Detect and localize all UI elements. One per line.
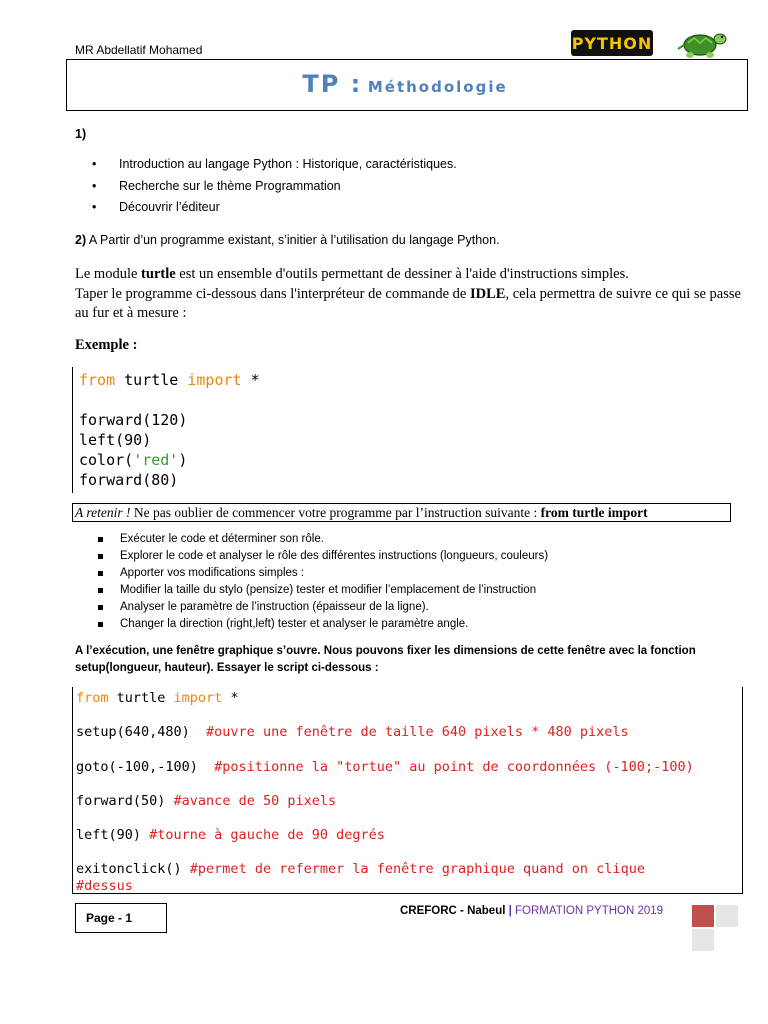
reminder-label: A retenir !	[75, 505, 131, 520]
list-item: Analyser le paramètre de l’instruction (épaisseur de la ligne).	[96, 599, 548, 616]
code-line	[73, 724, 629, 740]
code-line	[73, 793, 336, 809]
footer-formation: FORMATION PYTHON 2019	[515, 905, 664, 917]
task-list	[96, 531, 548, 633]
para-text: Taper le programme ci-dessous dans l'interpréteur de commande de	[75, 285, 470, 302]
section1-list	[92, 157, 457, 222]
list-item: Apporter vos modifications simples :	[96, 565, 548, 582]
code-comment: #tourne à gauche de 90 degrés	[149, 827, 385, 843]
code-text: color(	[79, 451, 134, 469]
page-number: Page - 1	[75, 903, 167, 933]
decor-square	[692, 905, 714, 927]
section2-number: 2)	[75, 233, 87, 247]
python-logo	[571, 30, 653, 56]
list-item: • Découvrir l’éditeur	[92, 200, 457, 222]
code-text: left(90)	[76, 827, 150, 843]
keyword: import	[173, 690, 223, 706]
keyword: from	[76, 690, 109, 706]
code-line	[73, 878, 133, 894]
code-block-setup	[72, 687, 743, 894]
section1-number: 1)	[75, 127, 87, 141]
title-tp: TP :	[302, 70, 363, 98]
turtle-icon	[676, 25, 728, 59]
code-line	[73, 450, 373, 470]
example-label: Exemple :	[75, 337, 138, 353]
code-comment: #dessus	[76, 878, 133, 894]
code-comment: #avance de 50 pixels	[173, 793, 337, 809]
string-literal: 'red'	[133, 451, 179, 469]
code-line: forward(120)	[79, 411, 188, 429]
list-item: • Introduction au langage Python : Historique, caractéristiques.	[92, 157, 457, 179]
code-line	[73, 827, 385, 843]
keyword: from	[79, 371, 116, 389]
list-item: • Recherche sur le thème Programmation	[92, 179, 457, 201]
author-name: MR Abdellatif Mohamed	[75, 43, 203, 57]
code-text: *	[222, 690, 239, 706]
code-text: turtle	[115, 371, 188, 389]
code-text: exitonclick()	[76, 861, 190, 877]
footer-separator: |	[505, 905, 516, 917]
list-item: Explorer le code et analyser le rôle des différentes instructions (longueurs, couleurs)	[96, 548, 548, 565]
code-text: setup(640,480)	[76, 724, 207, 740]
code-line	[73, 690, 239, 706]
code-block-example	[72, 367, 373, 493]
footer-org: CREFORC - Nabeul	[400, 905, 506, 917]
reminder-instruction: from turtle import	[540, 505, 648, 520]
page-title	[0, 70, 768, 98]
code-line: left(90)	[79, 431, 152, 449]
code-line-blank	[73, 390, 373, 410]
list-item: Modifier la taille du stylo (pensize) tester et modifier l’emplacement de l’instruction	[96, 582, 548, 599]
execution-paragraph: A l’exécution, une fenêtre graphique s’ouvre. Nous pouvons fixer les dimensions de cette fenêtre avec la fonction setup(longueur, hauteur). Essayer le script ci-dessous :	[75, 645, 696, 674]
para-bold-idle: IDLE	[469, 285, 506, 302]
code-comment: #permet de refermer la fenêtre graphique quand on clique	[189, 861, 645, 877]
footer-text	[400, 905, 663, 917]
section2-text: A Partir d’un programme existant, s’initier à l’utilisation du langage Python.	[86, 233, 500, 247]
code-comment: #ouvre une fenêtre de taille 640 pixels * 480 pixels	[206, 724, 629, 740]
intro-paragraph	[75, 265, 745, 324]
keyword: import	[187, 371, 242, 389]
code-text: turtle	[108, 690, 174, 706]
list-item: Changer la direction (right,left) tester et analyser le paramètre angle.	[96, 616, 548, 633]
code-text: *	[241, 371, 260, 389]
code-line	[73, 861, 645, 877]
para-text: Le module	[75, 266, 142, 282]
code-text: forward(50)	[76, 793, 174, 809]
section2-heading	[75, 233, 500, 247]
python-logo-text: PYTHON	[571, 33, 653, 53]
decor-square	[716, 905, 738, 927]
para-text: est un ensemble d'outils permettant de dessiner à l'aide d'instructions simples.	[175, 266, 629, 282]
code-text: )	[178, 451, 188, 469]
reminder-text: Ne pas oublier de commencer votre programme par l’instruction suivante :	[130, 505, 541, 520]
decor-square	[692, 929, 714, 951]
code-comment: #positionne la "tortue" au point de coordonnées (-100;-100)	[214, 759, 694, 775]
code-text: goto(-100,-100)	[76, 759, 215, 775]
para-text: , cela permettra de suivre ce qui se passe au fur et à mesure :	[75, 285, 741, 321]
code-line	[73, 370, 373, 390]
title-subtitle: Méthodologie	[367, 78, 508, 96]
code-line	[73, 759, 694, 775]
code-line: forward(80)	[79, 471, 179, 489]
para-bold-turtle: turtle	[141, 266, 176, 282]
list-item: Exécuter le code et déterminer son rôle.	[96, 531, 548, 548]
reminder-box	[72, 503, 731, 522]
